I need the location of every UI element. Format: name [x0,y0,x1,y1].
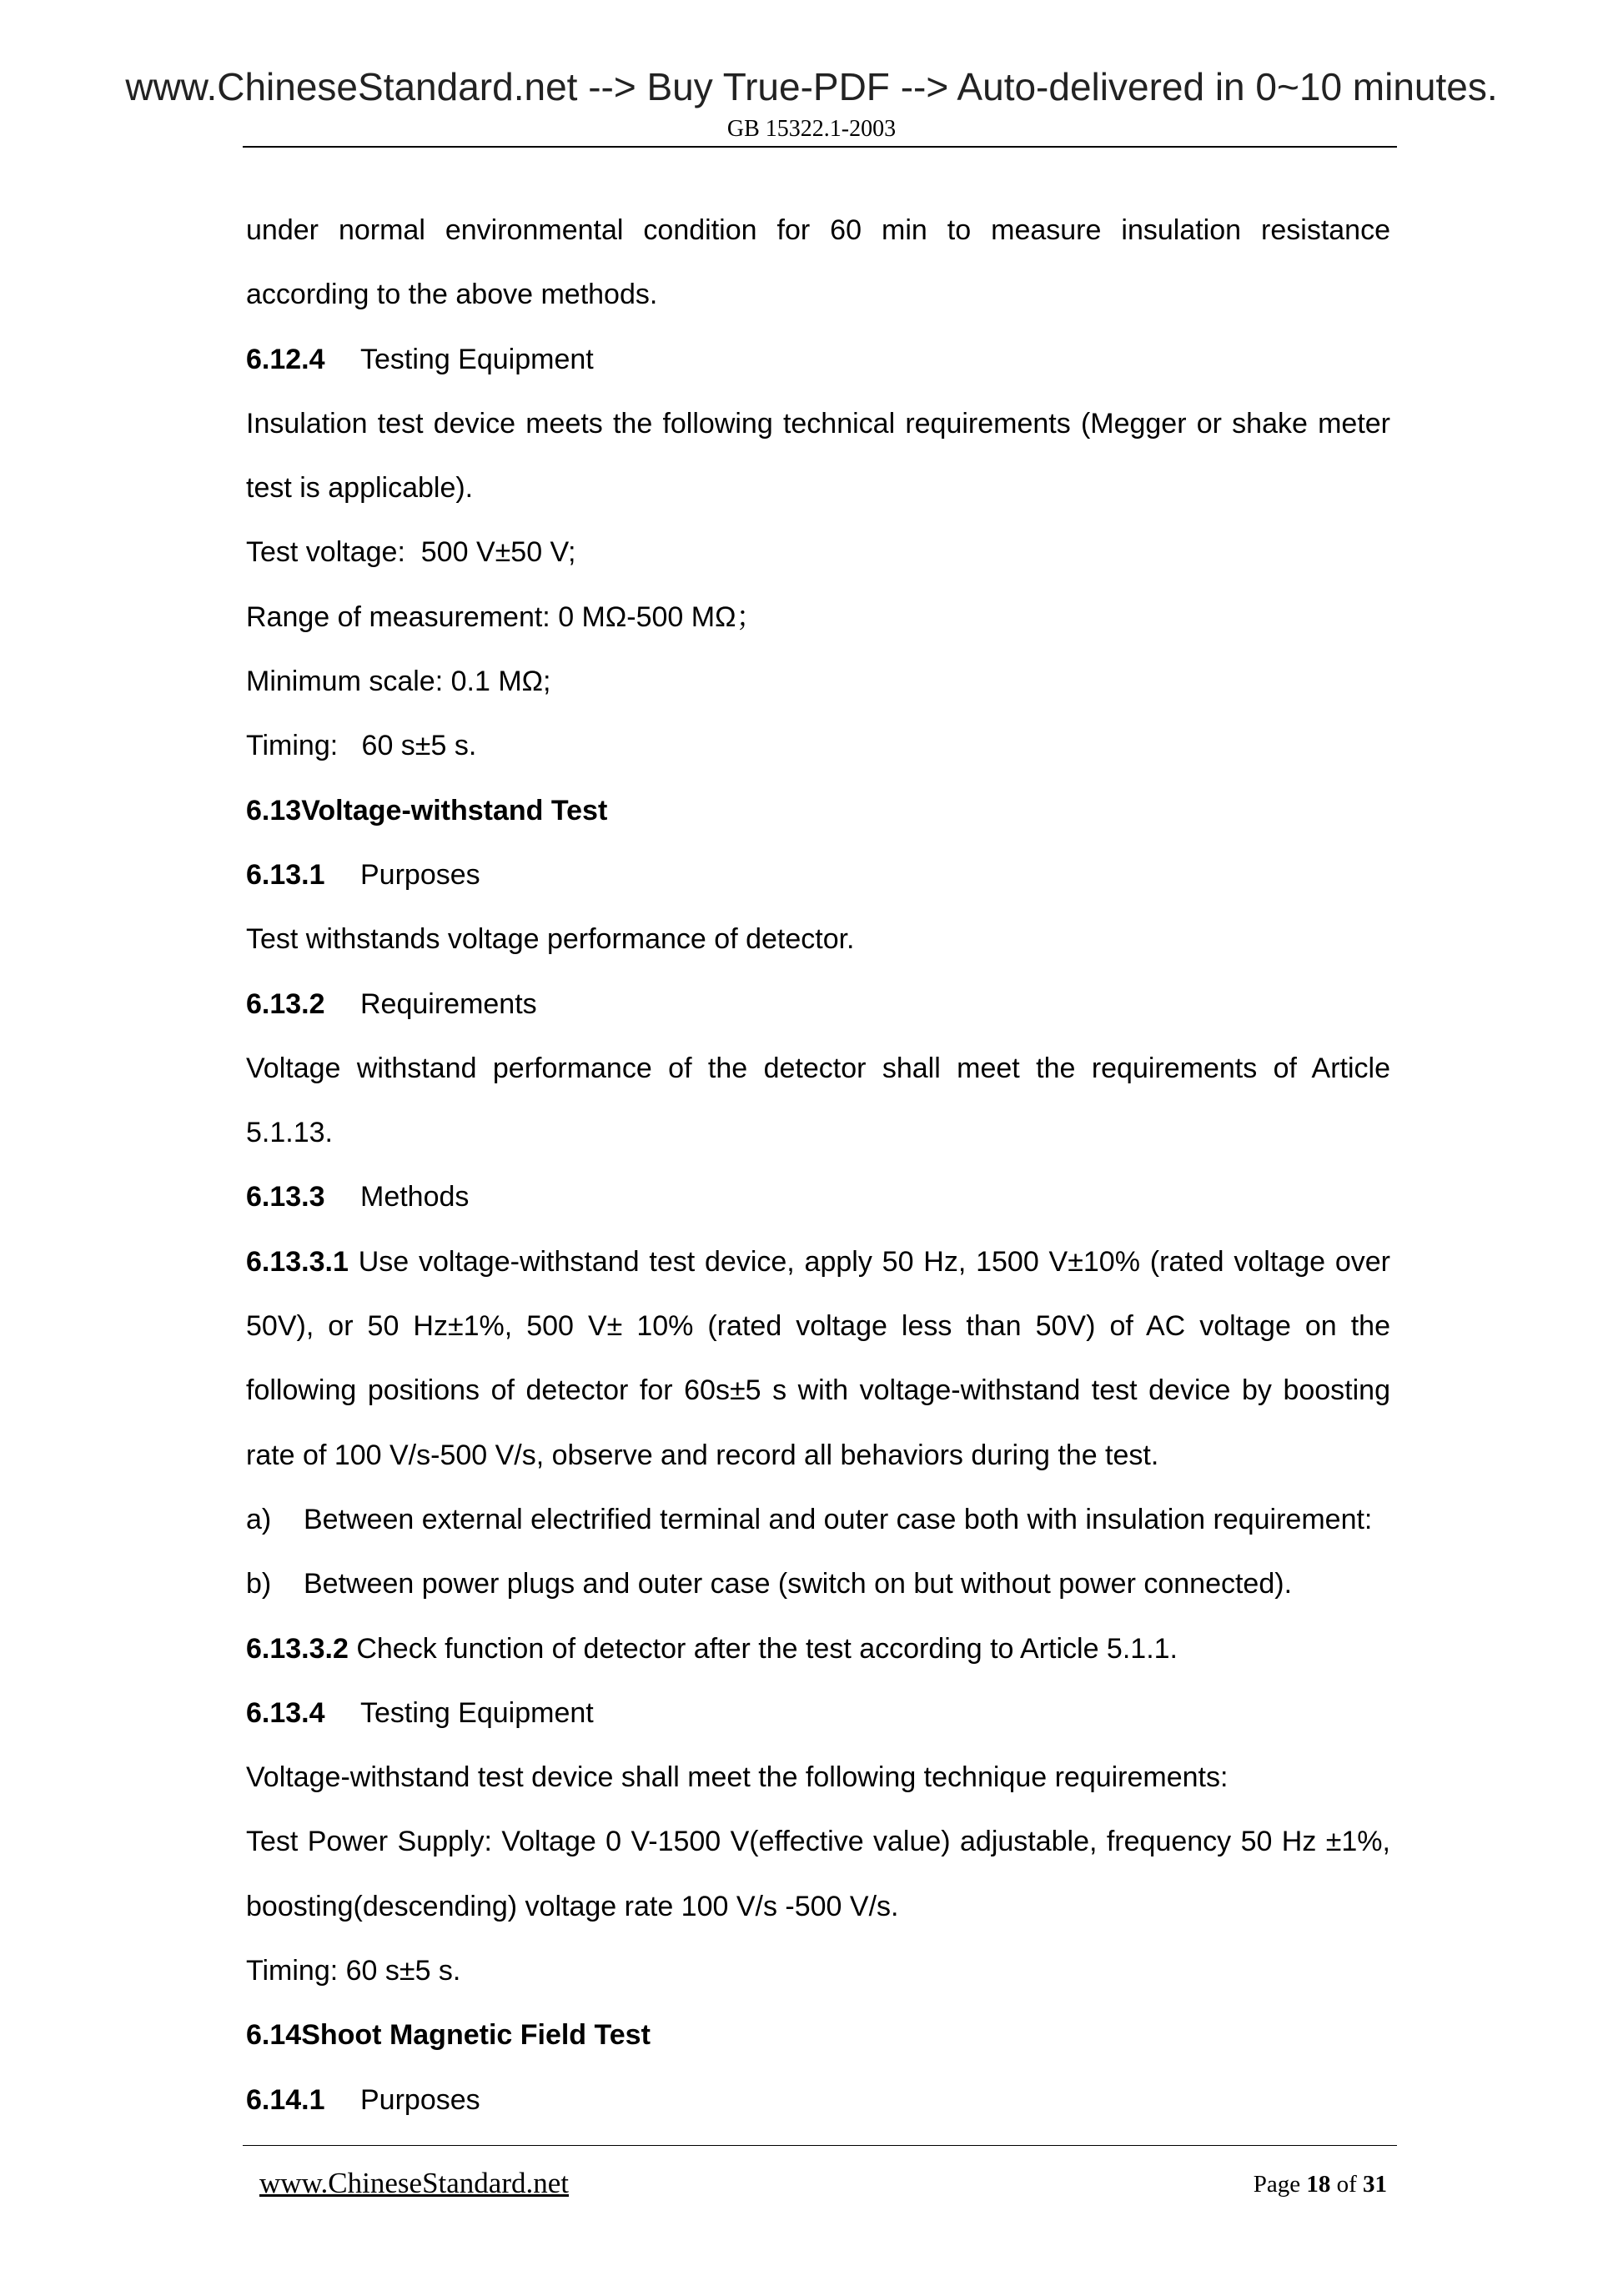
spec-min-scale: Minimum scale: 0.1 MΩ; [246,666,551,698]
section-heading-6-13-2 [246,978,1390,1042]
section-title: Purposes [360,858,480,891]
footer-website-link[interactable]: www.ChineseStandard.net [259,2167,569,2199]
spec-timing: Timing: 60 s±5 s. [246,730,477,762]
of-word: of [1336,2171,1357,2198]
page-word: Page [1253,2171,1301,2198]
clause-text: Use voltage-withstand test device, apply 50 Hz, 1500 V±10% (rated voltage over [348,1245,1390,1278]
document-body [246,204,1390,2138]
section-heading-6-13 [246,785,1390,849]
paragraph-line: boosting(descending) voltage rate 100 V/s -500 V/s. [246,1890,899,1922]
paragraph-line: Voltage withstand performance of the detector shall meet the requirements of Article [246,1052,1390,1084]
section-title: Testing Equipment [360,343,594,375]
section-number: 6.13.3.2 [246,1632,349,1665]
list-item-text: Between external electrified terminal and outer case both with insulation requirement: [304,1503,1373,1535]
clause-text: Check function of detector after the test according to Article 5.1.1. [348,1632,1178,1665]
paragraph-line: according to the above methods. [246,279,658,311]
clause-6-13-3-1 [246,1236,1390,1300]
section-number: 6.13.3 [246,1181,325,1213]
section-title: Testing Equipment [360,1696,594,1729]
section-heading-6-13-1 [246,849,1390,913]
header-divider [243,146,1397,148]
section-number: 6.13 [246,794,302,826]
section-heading-6-13-4 [246,1687,1390,1751]
section-number: 6.13.4 [246,1696,325,1729]
page-number [1254,2171,1387,2198]
list-item [246,1494,1390,1558]
paragraph-line: under normal environmental condition for 60 min to measure insulation resistance [246,214,1390,246]
spec-timing: Timing: 60 s±5 s. [246,1955,461,1987]
clause-6-13-3-2 [246,1623,1390,1687]
spec-test-voltage: Test voltage: 500 V±50 V; [246,536,576,569]
current-page: 18 [1306,2171,1331,2198]
list-item-label: b) [246,1568,272,1600]
section-number: 6.13.1 [246,858,325,891]
paragraph-line: test is applicable). [246,472,474,505]
header-banner: www.ChineseStandard.net --> Buy True-PDF --> Auto-delivered in 0~10 minutes. [125,65,1498,108]
section-number: 6.13.2 [246,987,325,1020]
section-heading-6-14 [246,2009,1390,2073]
list-item-label: a) [246,1503,272,1535]
section-heading-6-14-1 [246,2074,1390,2138]
list-item-text: Between power plugs and outer case (switch on but without power connected). [304,1568,1293,1600]
section-heading-6-12-4 [246,334,1390,398]
section-title: Methods [360,1181,470,1213]
section-number: 6.14 [246,2019,302,2052]
footer-divider [243,2145,1397,2146]
paragraph-line: Voltage-withstand test device shall meet the following technique requirements: [246,1761,1229,1794]
spec-range: Range of measurement: 0 MΩ-500 MΩ； [246,600,765,633]
section-title: Shoot Magnetic Field Test [301,2019,651,2052]
paragraph-line: Test withstands voltage performance of detector. [246,923,855,956]
paragraph-line: Test Power Supply: Voltage 0 V-1500 V(effective value) adjustable, frequency 50 Hz ±1%, [246,1826,1390,1858]
paragraph-line: 5.1.13. [246,1117,333,1149]
paragraph-line: Insulation test device meets the following technical requirements (Megger or shake meter [246,407,1390,440]
section-title: Voltage-withstand Test [301,794,608,826]
section-heading-6-13-3 [246,1171,1390,1235]
paragraph-line: 50V), or 50 Hz±1%, 500 V± 10% (rated voltage less than 50V) of AC voltage on the [246,1310,1390,1343]
section-number: 6.14.1 [246,2083,325,2116]
paragraph-line: rate of 100 V/s-500 V/s, observe and record all behaviors during the test. [246,1439,1159,1471]
section-title: Requirements [360,987,537,1020]
section-number: 6.13.3.1 [246,1245,349,1278]
section-title: Purposes [360,2083,480,2116]
list-item [246,1558,1390,1622]
section-number: 6.12.4 [246,343,325,375]
document-id: GB 15322.1-2003 [726,116,897,142]
paragraph-line: following positions of detector for 60s±5 s with voltage-withstand test device by boosting [246,1374,1390,1407]
total-pages: 31 [1363,2171,1387,2198]
